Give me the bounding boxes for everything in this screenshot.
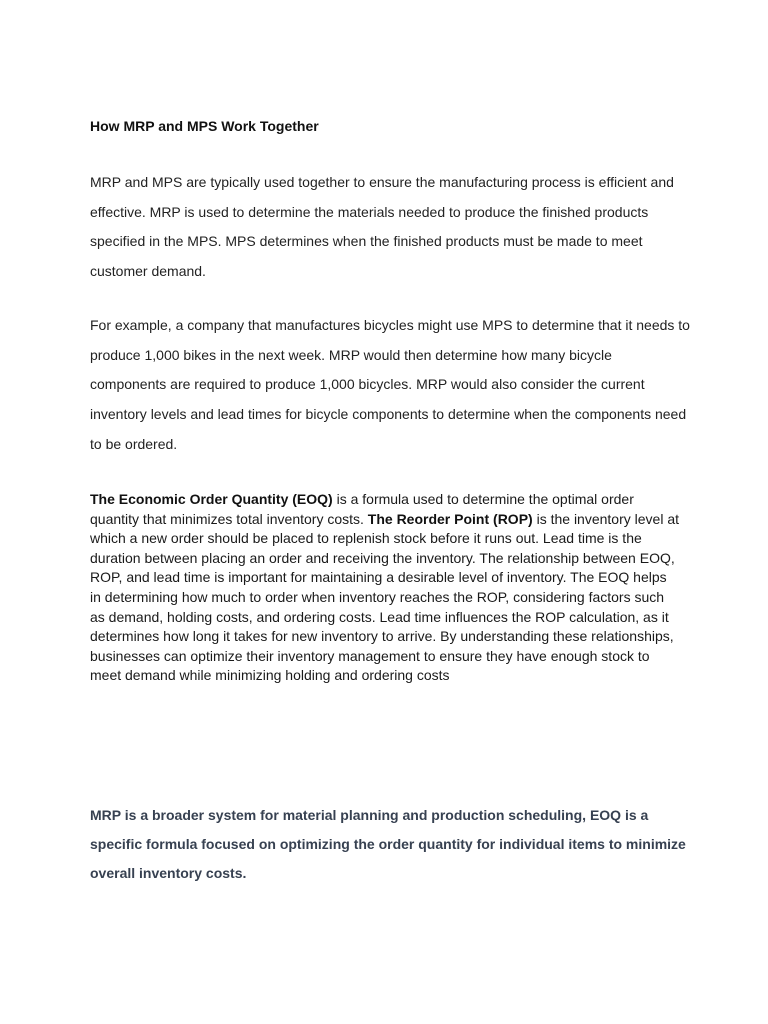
summary-paragraph: MRP is a broader system for material planning and production scheduling, EOQ is a specific formula focused on optimizing the order quantity for individual items to minimize overall inventory costs.	[90, 807, 686, 881]
paragraph-mrp-mps: MRP and MPS are typically used together to ensure the manufacturing process is efficient and effective. MRP is used to determine the materials needed to produce the finished products specified in the MPS. MPS determines when the finished products must be made to meet customer demand.	[90, 174, 674, 280]
rop-definition-text: is the inventory level at which a new order should be placed to replenish stock before it runs out. Lead time is the duration between placing an order and receiving the inventory. The relationship between EOQ, ROP, and lead time is important for maintaining a desirable level of inventory. The EOQ helps in determining how much to order when inventory reaches the ROP, considering factors such as demand, holding costs, and ordering costs. Lead time influences the ROP calculation, as it determines how long it takes for new inventory to arrive. By understanding these relationships, businesses can optimize their inventory management to ensure they have enough stock to meet demand while minimizing holding and ordering costs	[90, 510, 679, 684]
section-heading: How MRP and MPS Work Together	[90, 118, 319, 134]
eoq-definition-text: is a formula used to determine the optimal order quantity that minimizes total inventory costs.	[90, 491, 634, 527]
term-eoq: The Economic Order Quantity (EOQ)	[90, 491, 333, 507]
paragraph-bicycle-example: For example, a company that manufactures bicycles might use MPS to determine that it needs to produce 1,000 bikes in the next week. MRP would then determine how many bicycle components are required to produce 1,000 bicycles. MRP would also consider the current inventory levels and lead times for bicycle components to determine when the components need to be ordered.	[90, 317, 690, 452]
paragraph-eoq-rop	[90, 490, 680, 686]
term-rop: The Reorder Point (ROP)	[367, 510, 533, 527]
